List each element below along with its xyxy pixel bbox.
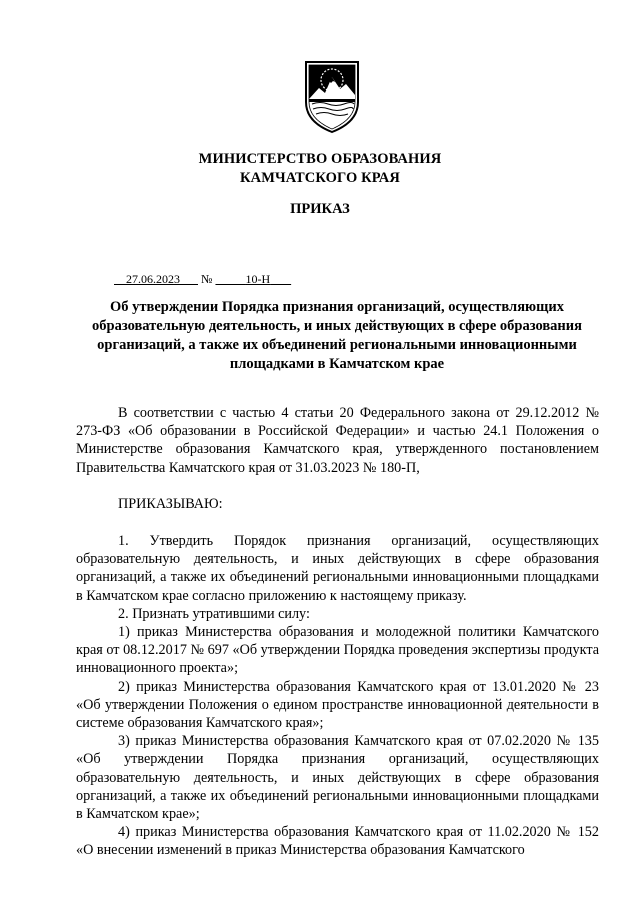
kamchatka-coat-of-arms-icon xyxy=(300,58,364,134)
order-number: 10-Н xyxy=(245,272,271,286)
order-subject: Об утверждении Порядка признания организаций, осуществляющих образовательную деятельность, и иных действующих в сфере образования организаций, а также их объединений региональными инновационными площадками в Камчатском крае xyxy=(92,299,582,372)
body-paragraph: 2. Признать утратившими силу: xyxy=(118,605,310,622)
body-paragraph: 2) приказ Министерства образования Камчатского края от 13.01.2020 № 23 «Об утверждении Положения о едином пространстве инновационной деятельности в системе образования Камчатского края»; xyxy=(76,678,599,732)
order-date-number-line xyxy=(114,272,291,287)
order-number-underline xyxy=(215,272,291,286)
orders-word: ПРИКАЗЫВАЮ: xyxy=(118,495,223,512)
document-type-title: ПРИКАЗ xyxy=(290,201,350,217)
order-number-sign: № xyxy=(201,272,213,286)
ministry-line-2: КАМЧАТСКОГО КРАЯ xyxy=(240,170,400,186)
ministry-line-1: МИНИСТЕРСТВО ОБРАЗОВАНИЯ xyxy=(198,151,442,167)
body-paragraph: 3) приказ Министерства образования Камчатского края от 07.02.2020 № 135 «Об утверждении Порядка признания организаций, осуществляющих образовательную деятельность, и иных действующих в сфере образования организаций, а также их объединений региональными инновационными площадками в Камчатском крае»; xyxy=(76,733,599,823)
ministry-name xyxy=(0,150,640,188)
order-date: 27.06.2023 xyxy=(126,272,180,286)
order-date-underline xyxy=(114,272,198,286)
order-body xyxy=(76,404,599,860)
body-paragraph: 1) приказ Министерства образования и молодежной политики Камчатского края от 08.12.2017 № 697 «Об утверждении Порядка проведения экспертизы продукта инновационного проекта»; xyxy=(76,624,599,677)
body-paragraph: 1. Утвердить Порядок признания организаций, осуществляющих образовательную деятельность, и иных действующих в сфере образования организаций, а также их объединений региональными инновационными площадками в Камчатском крае согласно приложению к настоящему приказу. xyxy=(76,533,599,604)
body-paragraph: 4) приказ Министерства образования Камчатского края от 11.02.2020 № 152 «О внесении изменений в приказ Министерства образования Камчатского xyxy=(76,824,599,859)
preamble-paragraph: В соответствии с частью 4 статьи 20 Федерального закона от 29.12.2012 № 273-ФЗ «Об образовании в Российской Федерации» и частью 24.1 Положения о Министерстве образования Камчатского края, утвержденного постановлением Правительства Камчатского края от 31.03.2023 № 180-П, xyxy=(76,405,599,476)
